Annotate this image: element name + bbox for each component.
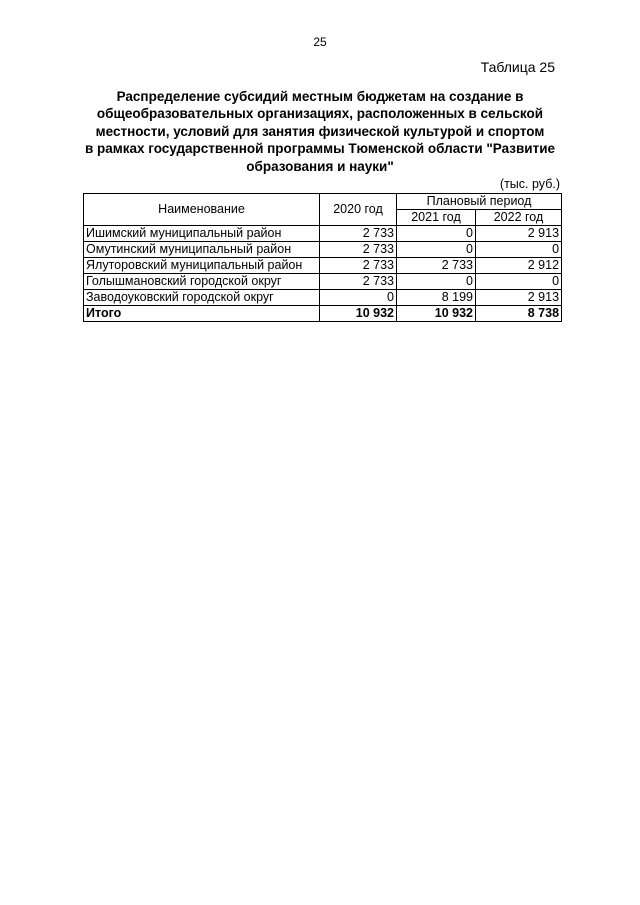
- row-2021: 8 199: [397, 290, 476, 306]
- row-2021: 0: [397, 226, 476, 242]
- units-label: (тыс. руб.): [499, 177, 560, 191]
- row-2022: 0: [476, 242, 562, 258]
- row-2021: 2 733: [397, 258, 476, 274]
- row-2020: 2 733: [320, 274, 397, 290]
- row-2020: 2 733: [320, 258, 397, 274]
- header-name: Наименование: [84, 194, 320, 226]
- table-row: [84, 242, 562, 258]
- table-label: Таблица 25: [480, 59, 555, 75]
- row-name: Ялуторовский муниципальный район: [84, 258, 320, 274]
- total-label: Итого: [84, 306, 320, 322]
- document-title: [80, 88, 560, 175]
- header-2022: 2022 год: [476, 210, 562, 226]
- title-line: общеобразовательных организациях, расположенных в сельской: [96, 106, 544, 122]
- table-row: [84, 258, 562, 274]
- row-name: Заводоуковский городской округ: [84, 290, 320, 306]
- title-line: Распределение субсидий местным бюджетам на создание в: [116, 89, 524, 104]
- total-2021: 10 932: [397, 306, 476, 322]
- row-2020: 0: [320, 290, 397, 306]
- row-2021: 0: [397, 242, 476, 258]
- table-header-row: [84, 194, 562, 210]
- row-2022: 2 913: [476, 226, 562, 242]
- row-name: Ишимский муниципальный район: [84, 226, 320, 242]
- total-2020: 10 932: [320, 306, 397, 322]
- table-row: [84, 226, 562, 242]
- subsidy-table: [83, 193, 562, 322]
- total-2022: 8 738: [476, 306, 562, 322]
- header-2020: 2020 год: [320, 194, 397, 226]
- page-number: 25: [313, 35, 327, 49]
- row-2022: 0: [476, 274, 562, 290]
- title-line: в рамках государственной программы Тюменской области "Развитие: [84, 141, 556, 157]
- row-2020: 2 733: [320, 242, 397, 258]
- table-row: [84, 274, 562, 290]
- row-name: Голышмановский городской округ: [84, 274, 320, 290]
- row-2022: 2 913: [476, 290, 562, 306]
- row-2021: 0: [397, 274, 476, 290]
- table-row: [84, 290, 562, 306]
- title-line: местности, условий для занятия физической культурой и спортом: [95, 123, 545, 139]
- header-2021: 2021 год: [397, 210, 476, 226]
- row-2020: 2 733: [320, 226, 397, 242]
- row-name: Омутинский муниципальный район: [84, 242, 320, 258]
- row-2022: 2 912: [476, 258, 562, 274]
- total-row: [84, 306, 562, 322]
- header-planned-period: Плановый период: [397, 194, 562, 210]
- title-line: образования и науки": [246, 158, 394, 174]
